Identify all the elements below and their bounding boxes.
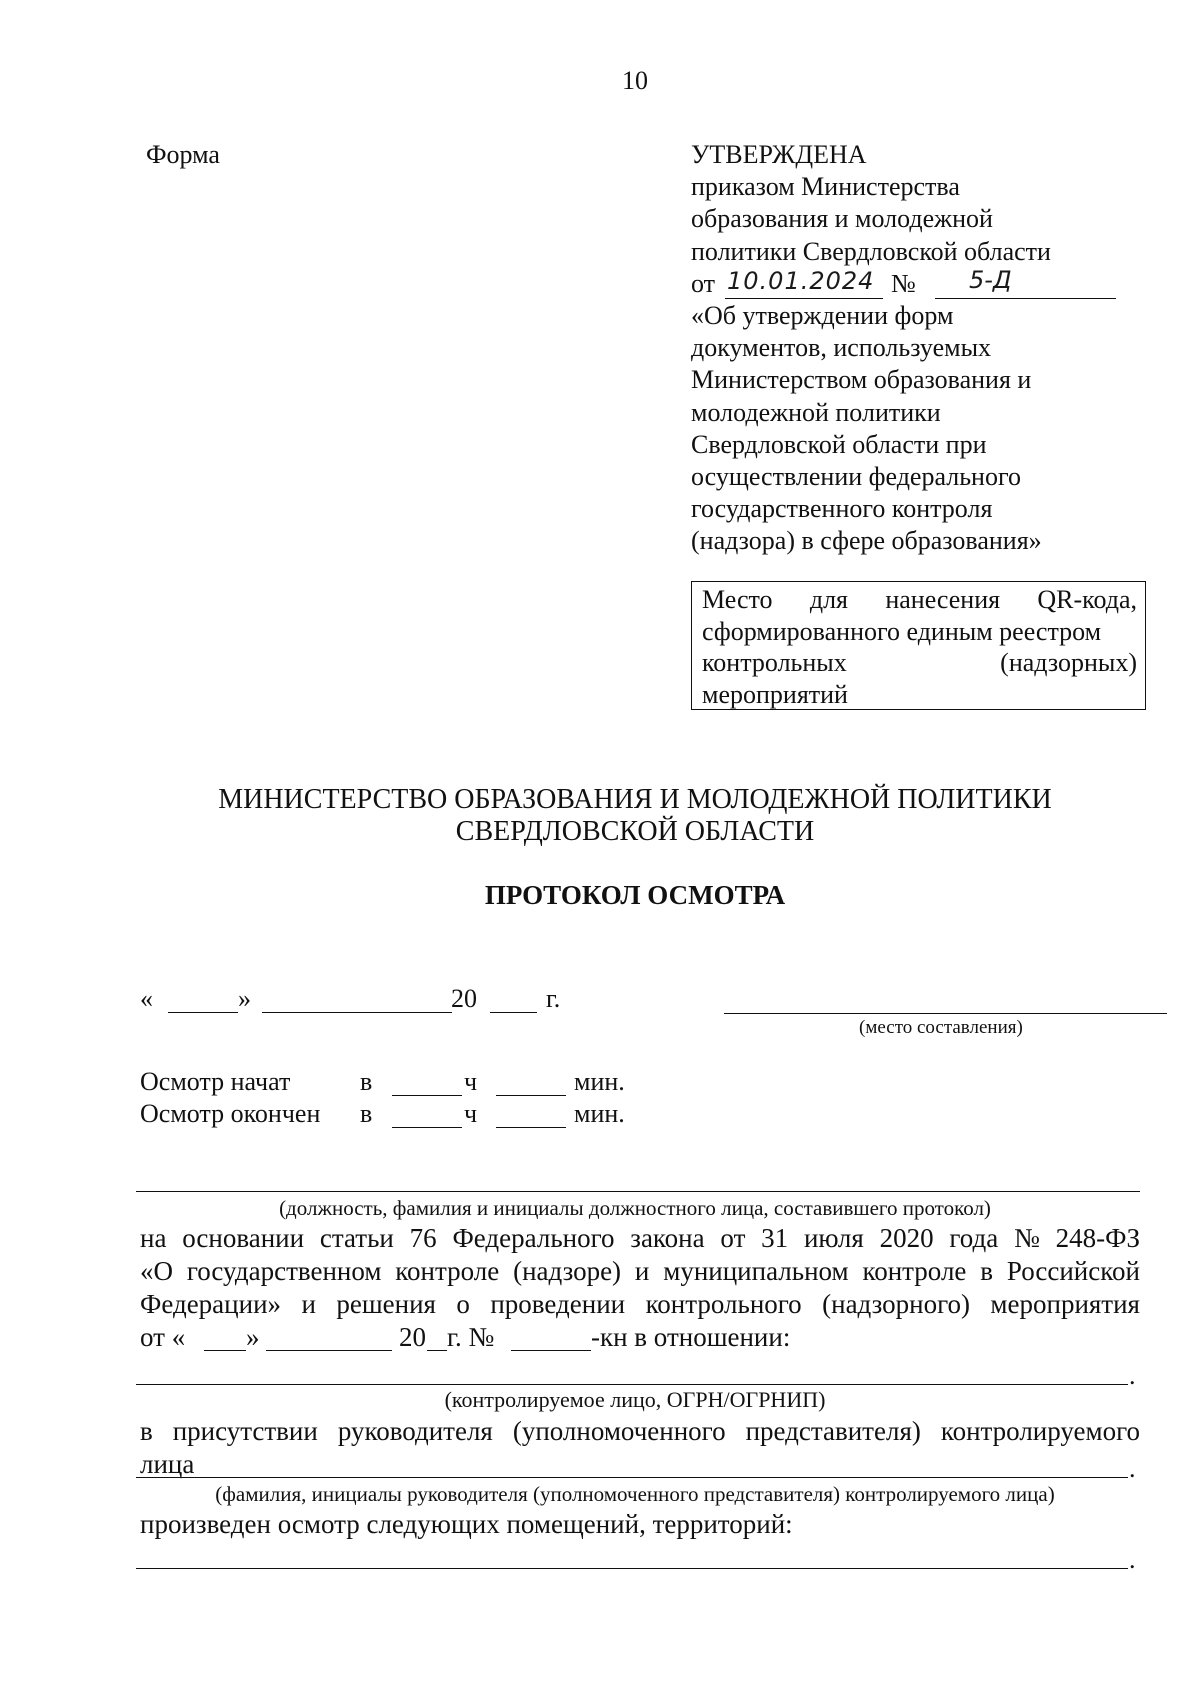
start-at: в (360, 1067, 373, 1096)
order-title-line: Министерством образования и (691, 365, 1032, 395)
start-minutes-label: мин. (574, 1067, 625, 1096)
word: контроле (395, 1256, 500, 1286)
word: на (140, 1223, 167, 1253)
period: . (1129, 1361, 1136, 1390)
basis-from: от « (140, 1322, 186, 1352)
word: статьи (319, 1223, 394, 1253)
qr-text-line: сформированного единым реестром (702, 616, 1102, 646)
word: государственном (186, 1256, 382, 1286)
order-title-line: (надзора) в сфере образования» (691, 526, 1042, 556)
word: 248-ФЗ (1055, 1223, 1140, 1253)
handwritten-number: 5-Д (969, 265, 1012, 294)
approval-line: образования и молодежной (691, 204, 993, 234)
handwritten-date: 10.01.2024 (727, 266, 875, 295)
order-title-line: государственного контроля (691, 494, 993, 524)
decision-number-field[interactable] (511, 1350, 591, 1351)
representative-caption: (фамилия, инициалы руководителя (уполномоченного представителя) контролируемого лица) (215, 1482, 1055, 1506)
page-number: 10 (622, 66, 648, 95)
word: о (456, 1289, 470, 1319)
word: нанесения (885, 585, 1001, 614)
approval-date-row (691, 265, 1051, 300)
qr-text-line (702, 584, 1137, 616)
order-title-line: Свердловской области при (691, 429, 987, 459)
end-minutes-field[interactable] (496, 1127, 566, 1128)
place-field[interactable] (724, 1013, 1167, 1014)
word: решения (336, 1289, 436, 1319)
open-quote: « (140, 984, 153, 1013)
basis-year: 20 (399, 1322, 426, 1352)
approval-line: приказом Министерства (691, 172, 960, 202)
word: руководителя (337, 1416, 493, 1446)
year-suffix: г. (546, 984, 561, 1013)
word: № (1014, 1223, 1040, 1253)
word: мероприятия (990, 1289, 1140, 1319)
approval-block (691, 139, 1051, 558)
end-at: в (360, 1099, 373, 1128)
word: в (980, 1256, 994, 1286)
official-field[interactable] (136, 1191, 1140, 1192)
word: муниципальном (663, 1256, 849, 1286)
word: закона (630, 1223, 705, 1253)
approval-heading: УТВЕРЖДЕНА (691, 140, 867, 169)
close-quote: » (238, 984, 251, 1013)
year-field[interactable] (490, 1012, 537, 1013)
period: . (1129, 1545, 1136, 1574)
premises-line: произведен осмотр следующих помещений, территорий: (140, 1509, 793, 1539)
representative-field[interactable] (136, 1477, 1128, 1478)
word: и (634, 1256, 650, 1286)
word: 31 (761, 1223, 789, 1253)
word: присутствии (172, 1416, 318, 1446)
word: «О (140, 1256, 173, 1286)
premises-field[interactable] (136, 1568, 1128, 1569)
word: контрольного (645, 1289, 802, 1319)
number-sign: № (891, 268, 916, 298)
qr-code-placeholder (691, 581, 1146, 710)
word: года (949, 1223, 999, 1253)
start-label: Осмотр начат (140, 1067, 291, 1096)
start-hours-label: ч (464, 1067, 478, 1096)
period: . (1129, 1454, 1136, 1483)
word: и (301, 1289, 316, 1319)
controlled-caption: (контролируемое лицо, ОГРН/ОГРНИП) (444, 1387, 826, 1412)
word: Место (702, 585, 773, 614)
word: контроле (862, 1256, 967, 1286)
official-caption: (должность, фамилия и инициалы должностного лица, составившего протокол) (279, 1196, 991, 1220)
word: Федерального (452, 1223, 615, 1253)
order-title-line: молодежной политики (691, 397, 941, 427)
place-caption: (место составления) (859, 1017, 1023, 1038)
word: Российской (1006, 1256, 1140, 1286)
basis-line-3 (140, 1288, 1140, 1320)
form-label: Форма (146, 140, 220, 169)
basis-tail: -кн в отношении: (591, 1322, 791, 1352)
word: для (809, 585, 849, 614)
day-field[interactable] (168, 1012, 238, 1013)
date-prefix: от (691, 268, 716, 298)
basis-line-1 (140, 1222, 1140, 1254)
presence-person-word: лица (140, 1449, 195, 1479)
decision-day-field[interactable] (204, 1350, 246, 1351)
word: проведении (490, 1289, 626, 1319)
word: контролируемого (940, 1416, 1140, 1446)
date-field (725, 268, 883, 299)
word: (надзоре) (513, 1256, 622, 1286)
word: основании (182, 1223, 305, 1253)
qr-text-line: мероприятий (702, 679, 848, 709)
decision-month-field[interactable] (266, 1350, 392, 1351)
word: представителя) (745, 1416, 921, 1446)
controlled-entity-field[interactable] (136, 1384, 1128, 1385)
word: 2020 (879, 1223, 934, 1253)
word: (надзорного) (822, 1289, 970, 1319)
word: июля (803, 1223, 864, 1253)
word: Федерации» (140, 1289, 282, 1319)
presence-line-1 (140, 1415, 1140, 1447)
word: (уполномоченного (512, 1416, 726, 1446)
word: (надзорных) (1000, 648, 1137, 677)
ministry-line: МИНИСТЕРСТВО ОБРАЗОВАНИЯ И МОЛОДЕЖНОЙ ПОЛИТИКИ (218, 784, 1052, 815)
month-field[interactable] (262, 1012, 452, 1013)
ministry-header (0, 784, 1200, 848)
ministry-line: СВЕРДЛОВСКОЙ ОБЛАСТИ (455, 816, 815, 847)
end-label: Осмотр окончен (140, 1099, 321, 1128)
basis-line-2 (140, 1255, 1140, 1287)
word: контрольных (702, 648, 847, 677)
order-title-line: документов, используемых (691, 333, 992, 363)
start-hours-field[interactable] (392, 1095, 462, 1096)
end-minutes-label: мин. (574, 1099, 625, 1128)
word: в (140, 1416, 153, 1446)
document-title: ПРОТОКОЛ ОСМОТРА (484, 880, 786, 910)
end-hours-label: ч (464, 1099, 478, 1128)
decision-year-field[interactable] (427, 1350, 447, 1351)
word: от (720, 1223, 746, 1253)
year-prefix: 20 (451, 984, 477, 1013)
qr-text-line (702, 647, 1137, 679)
basis-quote-close: » (246, 1322, 260, 1352)
order-title-line: осуществлении федерального (691, 462, 1021, 492)
end-hours-field[interactable] (392, 1127, 462, 1128)
word: QR-кода, (1037, 585, 1137, 614)
start-minutes-field[interactable] (496, 1095, 566, 1096)
basis-year-suffix: г. № (447, 1322, 495, 1352)
approval-line: политики Свердловской области (691, 236, 1051, 266)
number-field (935, 265, 1116, 299)
word: 76 (409, 1223, 437, 1253)
order-title-line: «Об утверждении форм (691, 301, 954, 330)
